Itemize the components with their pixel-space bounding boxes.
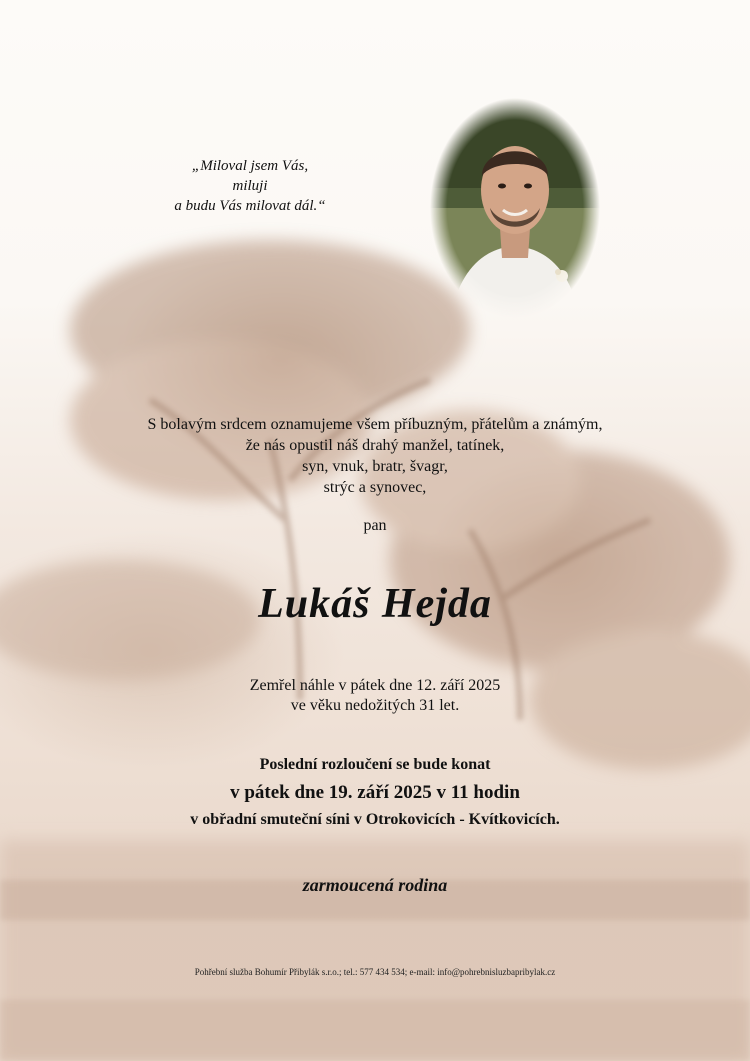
quote [150, 156, 350, 216]
farewell-intro: Poslední rozloučení se bude konat [259, 756, 491, 773]
death-info [0, 676, 750, 716]
death-info-line-1: Zemřel náhle v pátek dne 12. září 2025 [249, 677, 501, 694]
announcement-line-3: syn, vnuk, bratr, švagr, [302, 458, 448, 475]
funeral-service-footer: Pohřební služba Bohumír Přibylák s.r.o.; tel.: 577 434 534; e-mail: info@pohrebnisluzbapribylak.cz [194, 967, 556, 977]
death-info-line-2: ve věku nedožitých 31 let. [290, 697, 460, 714]
portrait-photo [430, 98, 600, 318]
farewell-place: v obřadní smuteční síni v Otrokovicích - Kvítkovicích. [190, 811, 560, 828]
quote-line-2: miluji [232, 178, 268, 194]
announcement-line-2: že nás opustil náš drahý manžel, tatínek, [245, 437, 505, 454]
quote-line-1: „Miloval jsem Vás, [191, 158, 309, 174]
quote-line-3: a budu Vás milovat dál.“ [174, 198, 326, 214]
announcement-line-4: strýc a synovec, [323, 479, 427, 496]
title-word: pan [363, 517, 387, 534]
portrait-illustration [430, 98, 600, 318]
deceased-name: Lukáš Hejda [258, 581, 492, 627]
signature: zarmoucená rodina [302, 875, 448, 895]
announcement-line-1: S bolavým srdcem oznamujeme všem příbuzným, přátelům a známým, [147, 416, 603, 433]
farewell-date: v pátek dne 19. září 2025 v 11 hodin [230, 782, 520, 803]
announcement [0, 414, 750, 498]
